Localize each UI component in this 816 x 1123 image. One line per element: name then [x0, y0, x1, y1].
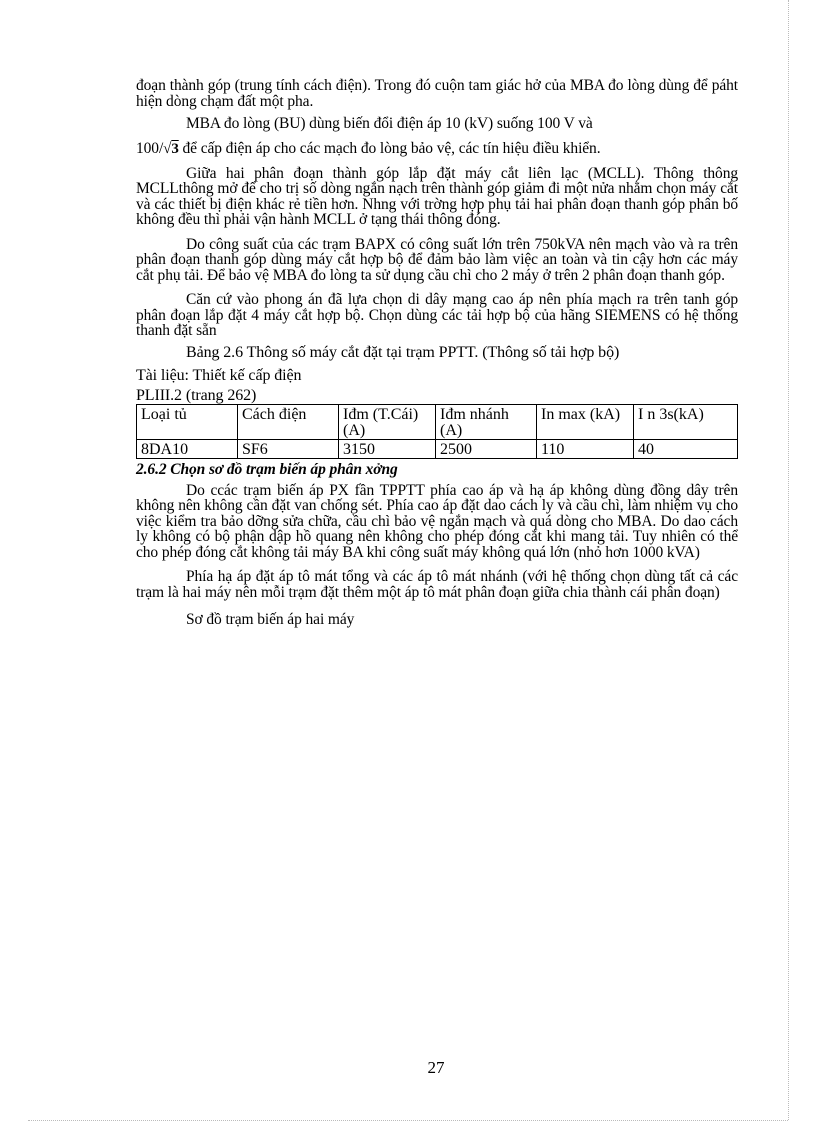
- paragraph-2-line-2: [136, 139, 738, 159]
- table-header-cell: Loại tủ: [137, 404, 238, 439]
- table-header-row: [137, 404, 738, 439]
- breaker-spec-table: [136, 404, 738, 459]
- section-heading: 2.6.2 Chọn sơ đồ trạm biến áp phân xởng: [136, 460, 398, 478]
- paragraph-4: Do công suất của các trạm BAPX có công suất lớn trên 750kVA nên mạch vào và ra trên phân đoạn thanh góp dùng máy cắt hợp bộ để đảm bảo làm việc an toàn và tin cậy hơn các máy cắt phụ tải. Để bảo vệ MBA đo lòng ta sử dụng cầu chì cho 2 máy ở trên 2 phân đoạn thanh góp.: [136, 235, 738, 284]
- ratio-prefix: 100/: [136, 139, 164, 157]
- table-header-cell: Cách điện: [238, 404, 339, 439]
- table-header-cell: I n 3s(kA): [634, 404, 738, 439]
- page-number: 27: [427, 1058, 445, 1077]
- page-bottom-divider: [28, 1120, 788, 1121]
- sqrt-symbol: √3: [163, 140, 179, 157]
- paragraph-1: đoạn thành góp (trung tính cách điện). Trong đó cuộn tam giác hở của MBA đo lòng dùng để páht hiện dòng chạm đất một pha.: [136, 77, 738, 110]
- table-header-cell: Iđm (T.Cái) (A): [339, 404, 436, 439]
- paragraph-7: Phía hạ áp đặt áp tô mát tổng và các áp tô mát nhánh (với hệ thống chọn dùng tất cả các trạm là hai máy nên mỗi trạm đặt thêm một áp tô mát phân đoạn giữa chia thành cái phân đoạn): [136, 568, 738, 601]
- paragraph-2-suffix: để cấp điện áp cho các mạch đo lòng bảo vệ, các tín hiệu điều khiển.: [178, 139, 601, 157]
- paragraph-2: [136, 116, 738, 132]
- table-cell: 110: [537, 439, 634, 458]
- source-line-2: PLIII.2 (trang 262): [136, 386, 257, 404]
- table-cell: 8DA10: [137, 439, 238, 458]
- table-cell: 2500: [436, 439, 537, 458]
- table-header-cell: In max (kA): [537, 404, 634, 439]
- document-body: [136, 78, 738, 628]
- paragraph-2-line-1: MBA đo lòng (BU) dùng biến đổi điện áp 10 (kV) suống 100 V và: [186, 115, 593, 132]
- table-cell: 40: [634, 439, 738, 458]
- page-right-divider: [788, 0, 789, 1120]
- table-cell: SF6: [238, 439, 339, 458]
- sqrt-radicand: 3: [171, 140, 179, 157]
- table-row: [137, 439, 738, 458]
- table-header-cell: Iđm nhánh (A): [436, 404, 537, 439]
- source-line-1: Tài liệu: Thiết kế cấp điện: [136, 366, 302, 384]
- table-caption: Bảng 2.6 Thông số máy cắt đặt tại trạm PPTT. (Thông số tải hợp bộ): [186, 343, 620, 361]
- paragraph-3: Giữa hai phân đoạn thành góp lắp đặt máy cắt liên lạc (MCLL). Thông thông MCLLthông mở để cho trị số dòng ngắn nạch trên thành góp giảm đi một nửa nhằm chọn máy cắt và các thiết bị điện khác rẻ tiền hơn. Nhng với trờng hợp phụ tải hai phân đoạn thanh góp phân bố không đều thì phải vận hành MCLL ở tạng thái thông đóng.: [136, 164, 738, 228]
- paragraph-5: Căn cứ vào phong án đã lựa chọn di dây mạng cao áp nên phía mạch ra trên tanh góp phân đoạn lắp đặt 4 máy cắt hợp bộ. Chọn dùng các tải hợp bộ của hãng SIEMENS có hệ thống thanh đặt sẵn: [136, 291, 738, 339]
- paragraph-6: Do ccác trạm biến áp PX fần TPPTT phía cao áp và hạ áp không dùng đồng dây trên không nên không cần đặt van chống sét. Phía cao áp đặt dao cách ly và cầu chì, làm nhiệm vụ cho việc kiểm tra bảo dỡng sửa chữa, cầu chì bảo vệ ngắn mạch và quá dòng cho MBA. Do dao cách ly không có bộ phận dập hồ quang nên không cho phép đóng cắt khi mang tải. Tuy nhiên có thể cho phép đóng cắt không tải máy BA khi công suất máy không quá lớn (nhỏ hơn 1000 kVA): [136, 481, 738, 561]
- table-cell: 3150: [339, 439, 436, 458]
- paragraph-8: Sơ đồ trạm biến áp hai máy: [186, 611, 355, 628]
